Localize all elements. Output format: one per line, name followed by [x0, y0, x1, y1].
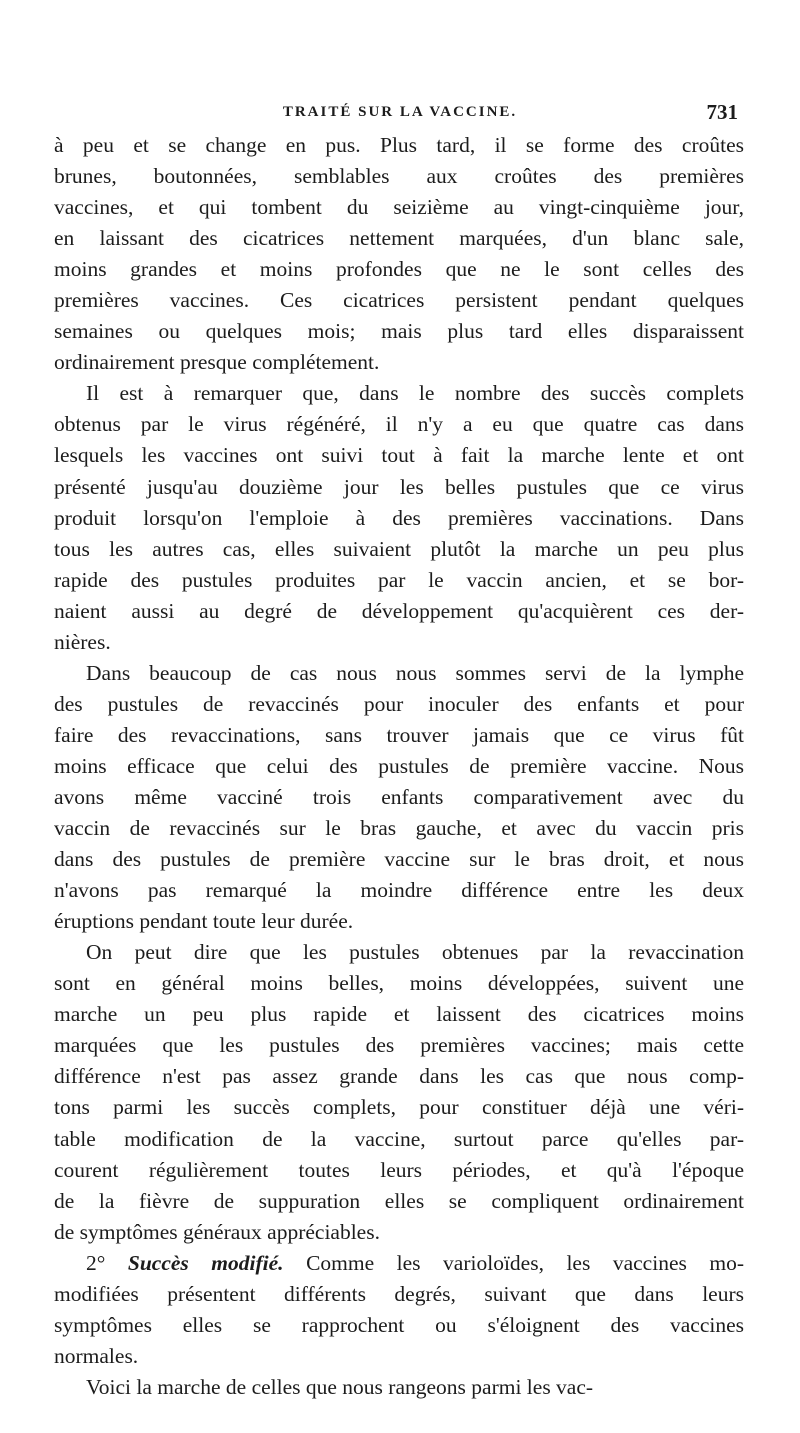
text-line: lesquels les vaccines ont suivi tout à fait la marche lente et ont: [54, 443, 744, 468]
section-text: Comme les varioloïdes, les vaccines mo-: [306, 1250, 744, 1275]
section-number: 2°: [86, 1250, 106, 1275]
text-line: normales.: [54, 1343, 139, 1368]
running-title: TRAITÉ SUR LA VACCINE.: [282, 104, 518, 120]
text-line: en laissant des cicatrices nettement marquées, d'un blanc sale,: [54, 226, 744, 251]
section-heading-line: [54, 1248, 744, 1279]
text-line: marquées que les pustules des premières vaccines; mais cette: [54, 1033, 744, 1058]
text-line: marche un peu plus rapide et laissent des cicatrices moins: [54, 1002, 744, 1027]
text-line: avons même vacciné trois enfants comparativement avec du: [54, 784, 744, 809]
text-line: ordinairement presque complétement.: [54, 350, 380, 375]
text-line: naient aussi au degré de développement qu'acquièrent ces der-: [54, 598, 744, 623]
text-line: Dans beaucoup de cas nous nous sommes servi de la lymphe: [86, 660, 744, 685]
text-line: Voici la marche de celles que nous rangeons parmi les vac-: [86, 1374, 594, 1399]
page-number: 731: [706, 100, 738, 124]
text-line: table modification de la vaccine, surtout parce qu'elles par-: [54, 1126, 744, 1151]
text-line: modifiées présentent différents degrés, suivant que dans leurs: [54, 1281, 744, 1306]
text-line: vaccin de revaccinés sur le bras gauche, et avec du vaccin pris: [54, 816, 744, 841]
text-line: obtenus par le virus régénéré, il n'y a eu que quatre cas dans: [54, 412, 744, 437]
text-line: faire des revaccinations, sans trouver jamais que ce virus fût: [54, 722, 744, 747]
text-line: rapide des pustules produites par le vaccin ancien, et se bor-: [54, 567, 744, 592]
text-line: produit lorsqu'on l'emploie à des premières vaccinations. Dans: [54, 505, 744, 530]
section-title: Succès modifié.: [127, 1250, 284, 1275]
text-line: brunes, boutonnées, semblables aux croûtes des premières: [54, 164, 744, 189]
text-line: symptômes elles se rapprochent ou s'éloignent des vaccines: [54, 1312, 744, 1337]
text-line: n'avons pas remarqué la moindre différence entre les deux: [54, 878, 744, 903]
text-line: vaccines, et qui tombent du seizième au vingt-cinquième jour,: [54, 195, 744, 220]
text-line: Il est à remarquer que, dans le nombre des succès complets: [86, 381, 744, 406]
text-line: nières.: [54, 629, 111, 654]
text-line: des pustules de revaccinés pour inoculer des enfants et pour: [54, 691, 744, 716]
text-line: tous les autres cas, elles suivaient plutôt la marche un peu plus: [54, 536, 744, 561]
text-line: tons parmi les succès complets, pour constituer déjà une véri-: [54, 1095, 744, 1120]
text-line: présenté jusqu'au douzième jour les belles pustules que ce virus: [54, 474, 744, 499]
body-text: [54, 130, 744, 1403]
text-line: On peut dire que les pustules obtenues par la revaccination: [86, 940, 744, 965]
text-line: courent régulièrement toutes leurs périodes, et qu'à l'époque: [54, 1157, 744, 1182]
text-line: de symptômes généraux appréciables.: [54, 1219, 380, 1244]
text-line: semaines ou quelques mois; mais plus tard elles disparaissent: [54, 319, 744, 344]
text-line: dans des pustules de première vaccine sur le bras droit, et nous: [54, 847, 744, 872]
text-line: moins efficace que celui des pustules de première vaccine. Nous: [54, 753, 744, 778]
text-line: différence n'est pas assez grande dans les cas que nous comp-: [54, 1064, 744, 1089]
page-header: [60, 100, 740, 126]
text-line: de la fièvre de suppuration elles se compliquent ordinairement: [54, 1188, 744, 1213]
text-line: premières vaccines. Ces cicatrices persistent pendant quelques: [54, 288, 744, 313]
text-line: sont en général moins belles, moins développées, suivent une: [54, 971, 744, 996]
text-line: moins grandes et moins profondes que ne le sont celles des: [54, 257, 744, 282]
text-line: à peu et se change en pus. Plus tard, il se forme des croûtes: [54, 133, 744, 157]
text-line: éruptions pendant toute leur durée.: [54, 909, 354, 934]
